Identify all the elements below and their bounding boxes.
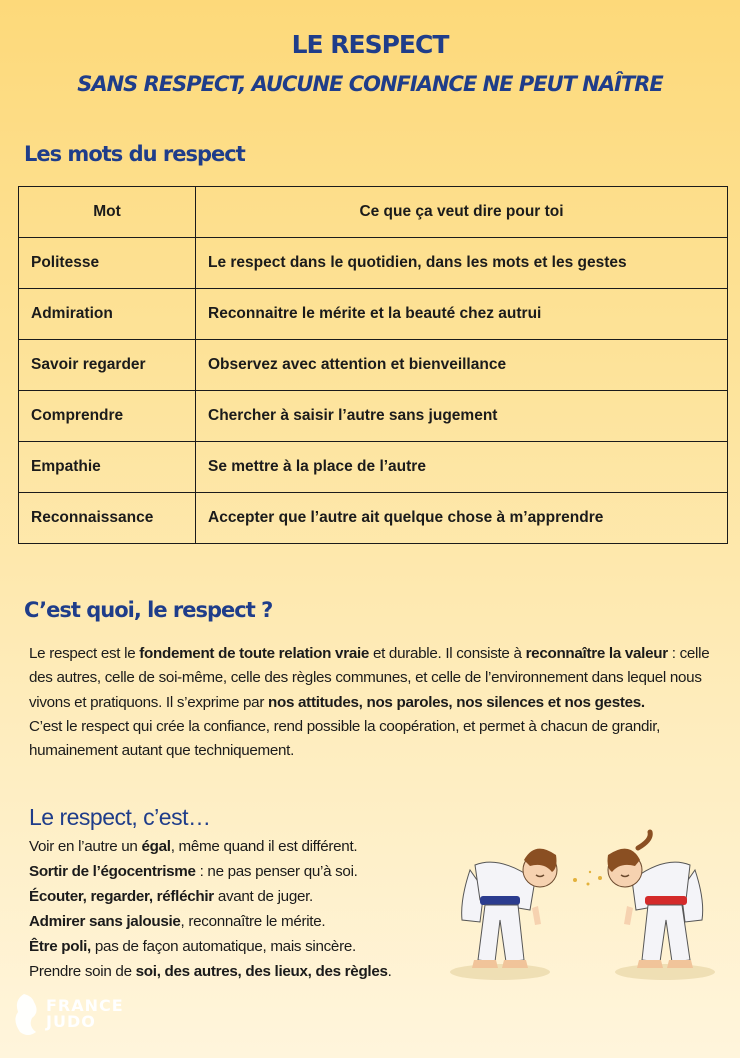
item-text: , reconnaître le mérite. [180, 913, 326, 930]
definition-emphasis: fondement de toute relation vraie [139, 645, 370, 662]
definition-emphasis: nos attitudes, nos paroles, nos silences et nos gestes. [268, 693, 645, 711]
list-item [29, 959, 459, 984]
list-item [29, 934, 459, 959]
item-text: : ne pas penser qu’à soi. [195, 863, 358, 880]
judoka-red-belt [608, 832, 703, 968]
logo-line-1: FRANCE [46, 996, 124, 1015]
meaning-cell: Le respect dans le quotidien, dans les mots et les gestes [196, 238, 728, 289]
list-item [29, 834, 459, 859]
item-text: , même quand il est différent. [170, 838, 358, 855]
bowing-judokas-illustration [440, 810, 740, 990]
word-cell: Empathie [19, 442, 196, 493]
item-emphasis: Écouter, regarder, réfléchir [29, 888, 214, 905]
judoka-blue-belt [462, 849, 557, 968]
item-emphasis: soi, des autres, des lieux, des règles [135, 963, 388, 980]
table-row [19, 238, 728, 289]
page-subtitle: SANS RESPECT, AUCUNE CONFIANCE NE PEUT NAÎTRE [77, 72, 663, 96]
item-text: pas de façon automatique, mais sincère. [90, 938, 356, 955]
word-cell: Reconnaissance [19, 493, 196, 544]
what-section-title: C’est quoi, le respect ? [24, 598, 273, 622]
table-row [19, 340, 728, 391]
meaning-cell: Accepter que l’autre ait quelque chose à m’apprendre [196, 493, 728, 544]
list-item [29, 859, 459, 884]
meaning-cell: Se mettre à la place de l’autre [196, 442, 728, 493]
definition-text: et durable. Il consiste à [369, 645, 526, 662]
logo-line-2: JUDO [46, 1012, 96, 1031]
table-row [19, 493, 728, 544]
item-emphasis: égal [141, 838, 171, 855]
item-emphasis: Admirer sans jalousie [29, 913, 181, 930]
meaning-cell: Chercher à saisir l’autre sans jugement [196, 391, 728, 442]
page-title: LE RESPECT [291, 30, 449, 59]
item-text: Prendre soin de [29, 963, 136, 980]
respect-words-table [18, 186, 728, 544]
sparkles-decoration [573, 871, 602, 886]
word-cell: Comprendre [19, 391, 196, 442]
column-header-word: Mot [19, 187, 196, 238]
table-row [19, 289, 728, 340]
definition-second-paragraph: C’est le respect qui crée la confiance, rend possible la coopération, et permet à chacun de grandir, humainement autant que techniquement. [29, 717, 661, 760]
table-row [19, 442, 728, 493]
respect-definition [29, 642, 734, 763]
table-header-row [19, 187, 728, 238]
item-emphasis: Sortir de l’égocentrisme [29, 863, 196, 880]
respect-est-title: Le respect, c’est… [29, 804, 211, 830]
logo-wordmark [46, 998, 124, 1030]
list-item [29, 909, 459, 934]
words-section-title: Les mots du respect [24, 142, 245, 166]
meaning-cell: Reconnaitre le mérite et la beauté chez autrui [196, 289, 728, 340]
item-text: Voir en l’autre un [29, 838, 142, 855]
meaning-cell: Observez avec attention et bienveillance [196, 340, 728, 391]
respect-est-list [29, 834, 459, 984]
column-header-meaning: Ce que ça veut dire pour toi [196, 187, 728, 238]
definition-text: Le respect est le [29, 645, 140, 662]
list-item [29, 884, 459, 909]
item-text: avant de juger. [213, 888, 313, 905]
table-row [19, 391, 728, 442]
word-cell: Politesse [19, 238, 196, 289]
item-emphasis: Être poli, [29, 938, 91, 955]
word-cell: Savoir regarder [19, 340, 196, 391]
word-cell: Admiration [19, 289, 196, 340]
item-text: . [387, 963, 392, 980]
definition-emphasis: reconnaître la valeur [525, 645, 668, 662]
definition-text: : celle des autres, celle de soi-même, celle des règles communes, et celle de l’environnement dans lequel nous vivons et pratiquons. Il s’exprime par [29, 645, 710, 711]
